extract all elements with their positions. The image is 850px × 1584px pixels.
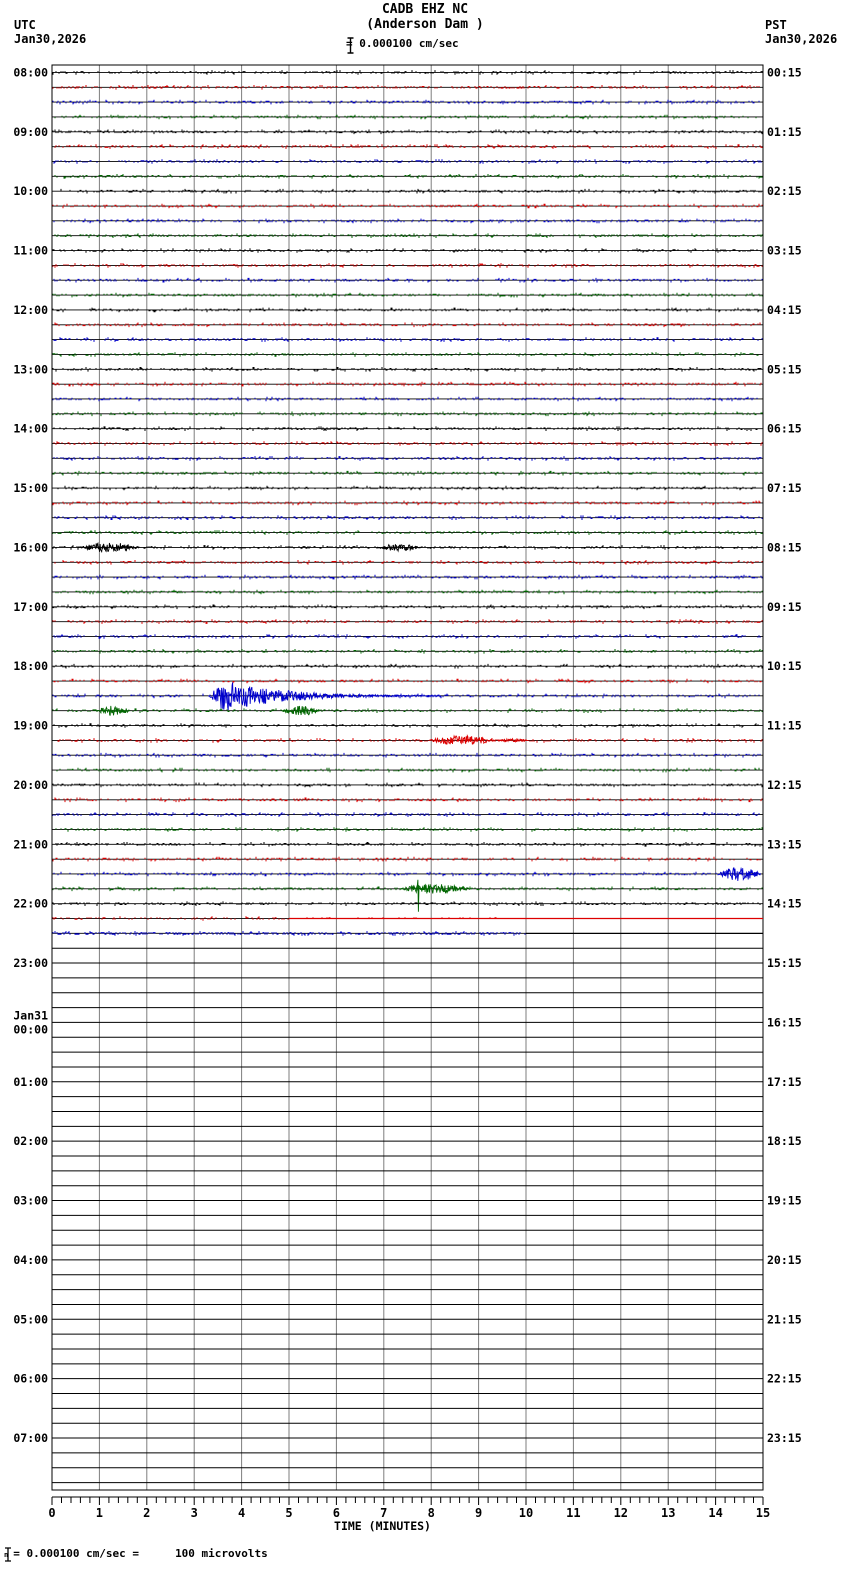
utc-hour-label: 11:00 <box>13 243 48 258</box>
trace-row <box>52 649 763 654</box>
trace-row <box>52 174 763 179</box>
utc-hour-label: 10:00 <box>13 184 48 199</box>
minute-tick-label: 0 <box>48 1506 56 1520</box>
utc-hour-label: 18:00 <box>13 659 48 674</box>
trace-row <box>52 753 763 758</box>
pst-hour-label: 19:15 <box>767 1193 802 1208</box>
minute-tick-label: 3 <box>190 1506 198 1520</box>
utc-hour-label: 15:00 <box>13 481 48 496</box>
minute-tick-label: 9 <box>474 1506 483 1520</box>
minute-tick-label: 15 <box>755 1506 771 1520</box>
footer-ibeam-icon <box>4 1547 12 1562</box>
pst-date: Jan30,2026 <box>765 32 838 46</box>
x-axis-label: TIME (MINUTES) <box>334 1519 431 1533</box>
minute-tick-label: 13 <box>660 1506 676 1520</box>
utc-hour-label: 05:00 <box>13 1312 48 1327</box>
trace-row <box>52 204 763 209</box>
trace-row <box>52 397 763 402</box>
trace-row <box>52 783 763 788</box>
trace-row <box>52 768 763 773</box>
trace-row <box>52 868 763 881</box>
utc-hour-label: 07:00 <box>13 1431 48 1446</box>
pst-hour-label: 12:15 <box>767 777 802 792</box>
minute-gridlines <box>99 65 715 1490</box>
utc-hour-label: 13:00 <box>13 362 48 377</box>
pst-hour-label: 21:15 <box>767 1312 802 1327</box>
utc-hour-label: 17:00 <box>13 599 48 614</box>
utc-hour-label: 23:00 <box>13 956 48 971</box>
pst-hour-label: 04:15 <box>767 302 802 317</box>
trace-rows <box>52 70 763 1482</box>
utc-hour-label: 14:00 <box>13 421 48 436</box>
utc-hour-label: 02:00 <box>13 1134 48 1149</box>
trace-row <box>52 189 763 194</box>
trace-row <box>52 706 763 715</box>
pst-hour-label: 11:15 <box>767 718 802 733</box>
pst-hour-label: 06:15 <box>767 421 802 436</box>
minute-tick-label: 2 <box>143 1506 151 1520</box>
trace-row <box>52 471 763 476</box>
trace-row <box>52 233 763 238</box>
trace-row <box>52 679 763 684</box>
footer-microvolts: 100 microvolts <box>175 1547 268 1560</box>
utc-hour-label: 21:00 <box>13 837 48 852</box>
trace-row <box>52 501 763 506</box>
trace-row <box>52 931 763 936</box>
trace-row <box>52 367 763 372</box>
trace-row <box>52 456 763 461</box>
footer-marker: n <box>4 1551 9 1559</box>
minute-tick-label: 12 <box>613 1506 629 1520</box>
trace-row <box>52 352 763 357</box>
pst-hour-label: 09:15 <box>767 599 802 614</box>
pst-hour-label: 05:15 <box>767 362 802 377</box>
plot-border <box>52 65 763 1490</box>
pst-hour-label: 00:15 <box>767 65 802 80</box>
trace-row <box>52 560 763 565</box>
trace-row <box>52 412 763 417</box>
trace-row <box>52 901 763 906</box>
pst-hour-label: 18:15 <box>767 1134 802 1149</box>
utc-hour-label: 03:00 <box>13 1193 48 1208</box>
trace-row <box>52 605 763 610</box>
footer-scale-text: = 0.000100 cm/sec = <box>13 1547 140 1560</box>
minute-tick-label: 10 <box>518 1506 534 1520</box>
utc-hour-label: 16:00 <box>13 540 48 555</box>
trace-row <box>52 144 763 149</box>
utc-hour-label: 06:00 <box>13 1371 48 1386</box>
pst-hour-label: 17:15 <box>767 1074 802 1089</box>
pst-hour-label: 15:15 <box>767 956 802 971</box>
minute-tick-label: 11 <box>566 1506 581 1520</box>
footer-note <box>4 1547 268 1560</box>
utc-hour-label: 12:00 <box>13 302 48 317</box>
seismic-event <box>416 880 419 912</box>
trace-row <box>52 293 763 298</box>
trace-row <box>52 842 763 847</box>
minute-tick-label: 1 <box>95 1506 104 1520</box>
pst-hour-label: 13:15 <box>767 837 802 852</box>
pst-hour-label: 14:15 <box>767 896 802 911</box>
minute-tick-label: 7 <box>380 1506 388 1520</box>
trace-row <box>52 308 763 313</box>
trace-row <box>52 880 763 912</box>
pst-label: PST <box>765 18 787 32</box>
trace-row <box>52 543 763 552</box>
trace-row <box>52 634 763 639</box>
trace-row <box>52 130 763 135</box>
trace-row <box>52 382 763 387</box>
utc-hour-label: 09:00 <box>13 124 48 139</box>
station-title: CADB EHZ NC <box>381 2 469 17</box>
pst-hour-label: 02:15 <box>767 184 802 199</box>
utc-hour-label: 04:00 <box>13 1252 48 1267</box>
trace-row <box>52 263 763 268</box>
trace-row <box>52 323 763 328</box>
utc-hour-label: 19:00 <box>13 718 48 733</box>
trace-row <box>52 159 763 164</box>
utc-hour-label: 08:00 <box>13 65 48 80</box>
trace-row <box>52 85 763 90</box>
trace-row <box>52 486 763 491</box>
minute-tick-label: 5 <box>285 1506 293 1520</box>
trace-row <box>52 619 763 624</box>
trace-row <box>52 575 763 580</box>
utc-date: Jan30,2026 <box>14 32 87 46</box>
trace-row <box>52 590 763 595</box>
x-axis <box>48 1497 770 1520</box>
trace-row <box>52 115 763 120</box>
station-location: (Anderson Dam ) <box>366 17 484 32</box>
utc-hour-label: Jan31 <box>13 1008 48 1023</box>
utc-hour-label: 01:00 <box>13 1074 48 1089</box>
trace-row <box>52 723 763 728</box>
trace-row <box>52 219 763 224</box>
minute-tick-label: 8 <box>427 1506 435 1520</box>
trace-row <box>52 515 763 520</box>
utc-hour-label: 20:00 <box>13 777 48 792</box>
utc-hour-label: 22:00 <box>13 896 48 911</box>
trace-row <box>52 248 763 253</box>
trace-row <box>52 100 763 105</box>
trace-row <box>52 916 763 921</box>
scale-text: = 0.000100 cm/sec <box>346 37 459 50</box>
minute-tick-label: 14 <box>708 1506 723 1520</box>
trace-row <box>52 426 763 431</box>
minute-tick-label: 4 <box>237 1506 246 1520</box>
pst-hour-label: 03:15 <box>767 243 802 258</box>
trace-row <box>52 441 763 446</box>
trace-row <box>52 530 763 535</box>
trace-row <box>52 683 763 711</box>
pst-hour-label: 07:15 <box>767 481 802 496</box>
trace-row <box>52 812 763 817</box>
minute-tick-label: 6 <box>332 1506 341 1520</box>
pst-hour-label: 20:15 <box>767 1252 802 1267</box>
pst-hour-label: 23:15 <box>767 1431 802 1446</box>
pst-hour-label: 16:15 <box>767 1015 802 1030</box>
utc-hour-label: 00:00 <box>13 1022 48 1037</box>
trace-row <box>52 664 763 669</box>
pst-hour-label: 01:15 <box>767 124 802 139</box>
trace-row <box>52 798 763 803</box>
trace-row <box>52 827 763 832</box>
trace-row <box>52 736 763 744</box>
pst-hour-label: 08:15 <box>767 540 802 555</box>
trace-row <box>52 857 763 862</box>
pst-hour-label: 10:15 <box>767 659 802 674</box>
utc-label: UTC <box>14 18 36 32</box>
trace-row <box>52 70 763 75</box>
pst-hour-label: 22:15 <box>767 1371 802 1386</box>
trace-row <box>52 278 763 283</box>
trace-row <box>52 337 763 342</box>
